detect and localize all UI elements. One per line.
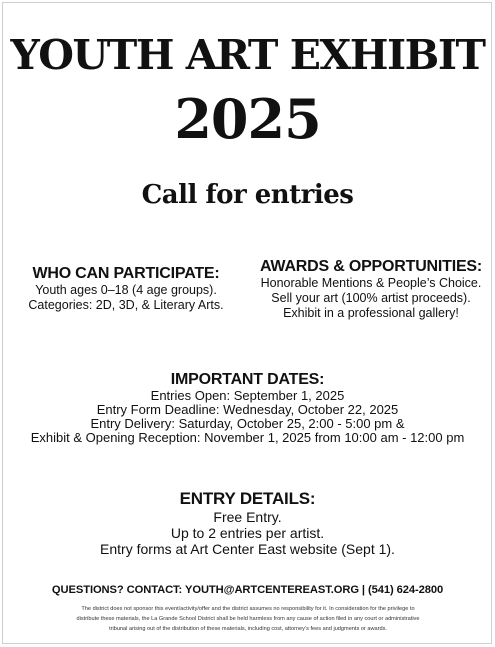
awards-section xyxy=(252,257,490,321)
disclaimer-line: The district does not sponsor this event/activity/offer and the district assumes no responsibility for it. In consideration for the privilege to xyxy=(81,606,415,612)
contact-line: QUESTIONS? CONTACT: YOUTH@ARTCENTEREAST.ORG | (541) 624-2800 xyxy=(51,584,444,596)
entry-line: Up to 2 entries per artist. xyxy=(170,525,325,541)
who-line: Categories: 2D, 3D, & Literary Arts. xyxy=(28,298,224,312)
important-dates-section xyxy=(0,370,495,445)
awards-line: Exhibit in a professional gallery! xyxy=(283,306,459,320)
entry-line: Entry forms at Art Center East website (Sept 1). xyxy=(100,541,395,557)
who-can-participate-section xyxy=(24,264,228,313)
awards-line: Sell your art (100% artist proceeds). xyxy=(271,291,471,305)
dates-line: Exhibit & Opening Reception: November 1, 2025 from 10:00 am - 12:00 pm xyxy=(30,430,465,445)
who-line: Youth ages 0–18 (4 age groups). xyxy=(35,283,217,297)
disclaimer-line: distribute these materials, the La Grande School District shall be held harmless from any cause of action filed in any court or administrative xyxy=(76,616,420,622)
disclaimer xyxy=(22,604,474,634)
entry-line: Free Entry. xyxy=(213,509,282,525)
poster-subtitle: Call for entries xyxy=(141,180,354,210)
dates-line: Entries Open: September 1, 2025 xyxy=(150,388,345,403)
dates-line: Entry Delivery: Saturday, October 25, 2:00 - 5:00 pm & xyxy=(90,416,405,431)
awards-line: Honorable Mentions & People’s Choice. xyxy=(260,276,482,290)
poster-year: 2025 xyxy=(174,87,321,151)
awards-heading: AWARDS & OPPORTUNITIES: xyxy=(259,258,483,275)
poster-title: YOUTH ART EXHIBIT xyxy=(10,31,485,79)
dates-line: Entry Form Deadline: Wednesday, October 22, 2025 xyxy=(96,402,399,417)
entry-details-section xyxy=(0,489,495,557)
disclaimer-line: tribunal arising out of the distribution of these materials, including cost, attorney’s fees and judgments or awards. xyxy=(109,626,387,632)
entry-heading: ENTRY DETAILS: xyxy=(179,489,316,508)
dates-heading: IMPORTANT DATES: xyxy=(170,371,325,388)
who-heading: WHO CAN PARTICIPATE: xyxy=(32,265,220,282)
